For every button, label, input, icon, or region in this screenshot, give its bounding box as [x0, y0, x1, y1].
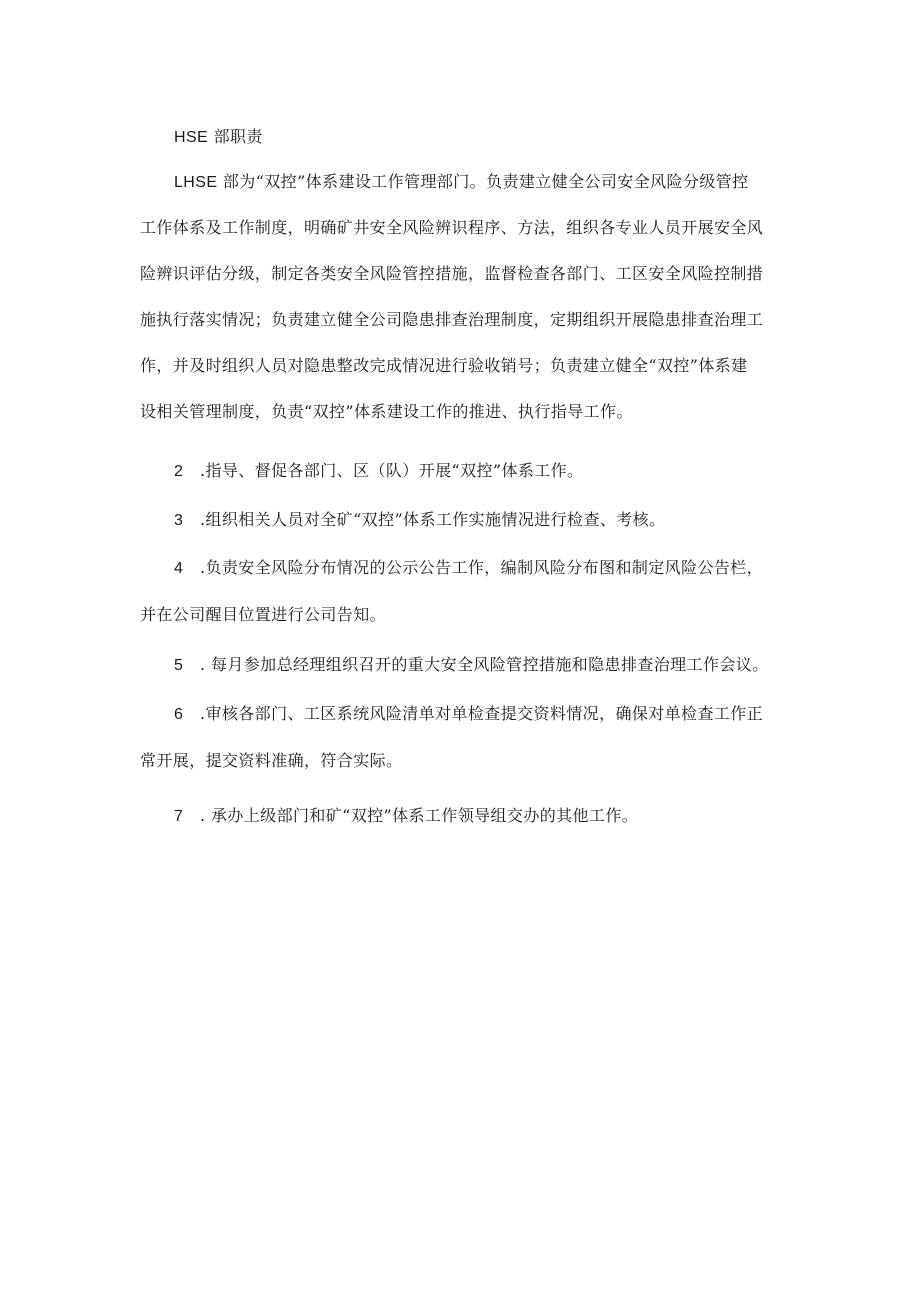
list-item-number: 6 — [174, 706, 184, 723]
list-item-text: .负责安全风险分布情况的公示公告工作，编制风险分布图和制定风险公告栏， — [200, 558, 764, 577]
intro-line-3: 险辨识评估分级，制定各类安全风险管控措施，监督检查各部门、工区安全风险控制措 — [140, 264, 764, 283]
intro-prefix: LHSE — [174, 174, 218, 191]
list-item-number: 7 — [174, 808, 184, 825]
list-item-4-continuation: 并在公司醒目位置进行公司告知。 — [140, 605, 387, 624]
list-item-6-continuation: 常开展，提交资料准确，符合实际。 — [140, 751, 403, 770]
list-item-2 — [174, 461, 583, 482]
list-item-number: 5 — [174, 657, 184, 674]
list-item-text: .审核各部门、工区系统风险清单对单检查提交资料情况，确保对单检查工作正 — [200, 704, 764, 723]
intro-line-6: 设相关管理制度，负责“双控”体系建设工作的推进、执行指导工作。 — [140, 402, 633, 421]
section-heading — [174, 127, 263, 148]
list-item-text: . 承办上级部门和矿“双控”体系工作领导组交办的其他工作。 — [200, 806, 639, 825]
intro-line-4: 施执行落实情况；负责建立健全公司隐患排查治理制度，定期组织开展隐患排查治理工 — [140, 310, 764, 329]
list-item-number: 4 — [174, 560, 184, 577]
list-item-number: 3 — [174, 512, 184, 529]
intro-line-1 — [174, 172, 748, 193]
intro-line-2: 工作体系及工作制度，明确矿井安全风险辨识程序、方法，组织各专业人员开展安全风 — [140, 218, 764, 237]
list-item-3 — [174, 510, 665, 531]
heading-prefix: HSE — [174, 129, 209, 146]
list-item-5 — [174, 655, 769, 676]
list-item-4 — [174, 558, 763, 579]
intro-line-text: 部为“双控”体系建设工作管理部门。负责建立健全公司安全风险分级管控 — [222, 172, 749, 191]
intro-line-5: 作，并及时组织人员对隐患整改完成情况进行验收销号；负责建立健全“双控”体系建 — [140, 356, 748, 375]
list-item-text: .指导、督促各部门、区（队）开展“双控”体系工作。 — [200, 461, 584, 480]
heading-text: 部职责 — [213, 127, 263, 146]
list-item-7 — [174, 806, 638, 827]
list-item-number: 2 — [174, 463, 184, 480]
list-item-6 — [174, 704, 763, 725]
list-item-text: .组织相关人员对全矿“双控”体系工作实施情况进行检查、考核。 — [200, 510, 666, 529]
list-item-text: . 每月参加总经理组织召开的重大安全风险管控措施和隐患排查治理工作会议。 — [200, 655, 769, 674]
